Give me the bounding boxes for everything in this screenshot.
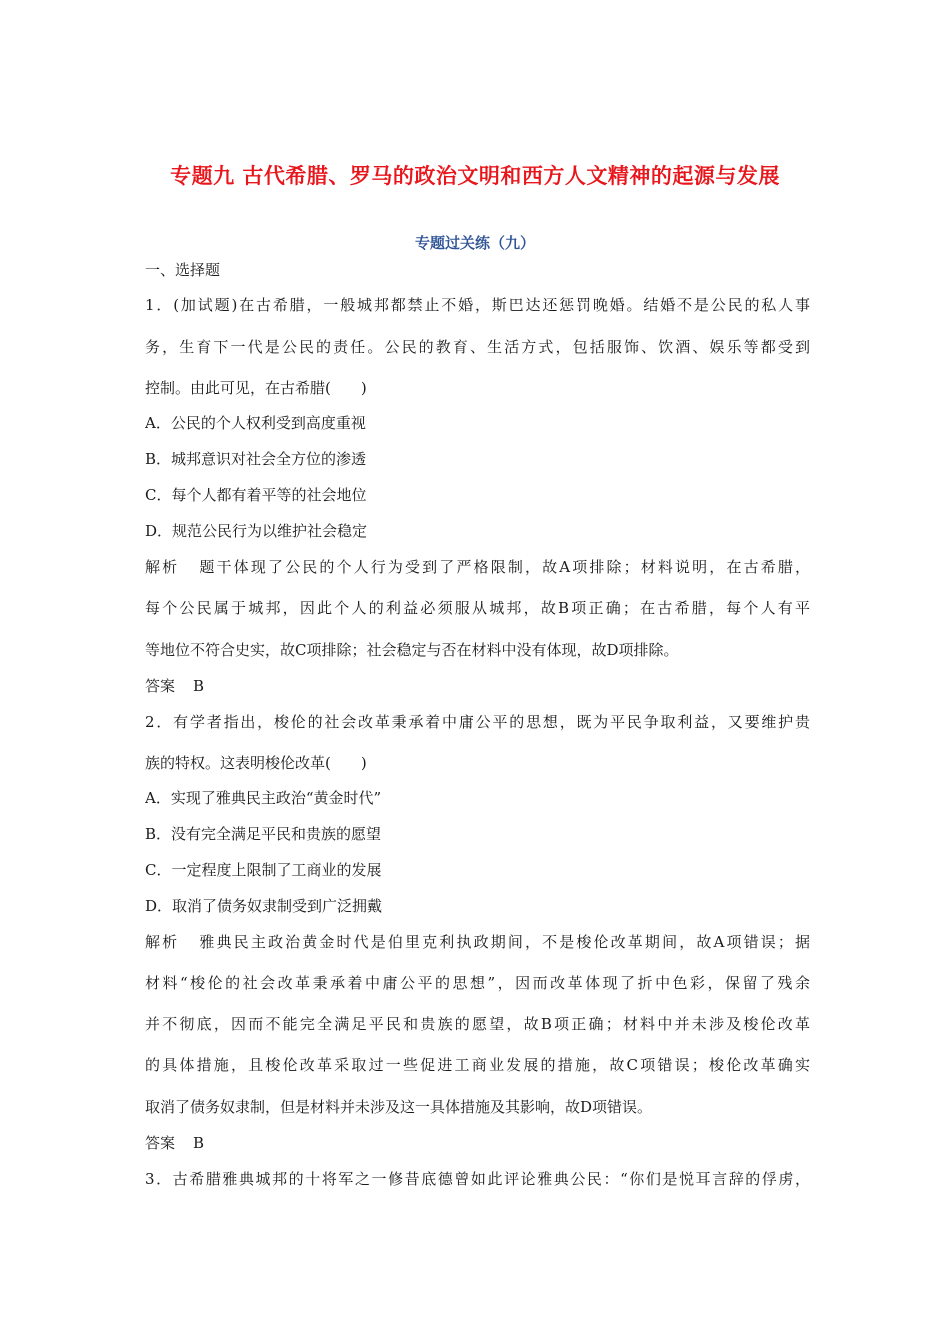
document-title: 专题九 古代希腊、罗马的政治文明和西方人文精神的起源与发展	[170, 164, 780, 188]
q1-analysis-text-1: 题干体现了公民的个人行为受到了严格限制，故A项排除；材料说明，在古希腊，	[197, 558, 810, 576]
q1-answer	[145, 676, 810, 696]
q2-analysis-line-5: 取消了债务奴隶制，但是材料并未涉及这一具体措施及其影响，故D项错误。	[145, 1098, 653, 1116]
q2-analysis-line-2: 材料“梭伦的社会改革秉承着中庸公平的思想”，因而改革体现了折中色彩，保留了残余	[145, 974, 810, 992]
q2-analysis-text-1: 雅典民主政治黄金时代是伯里克利执政期间，不是梭伦改革期间，故A项错误；据	[197, 933, 810, 951]
q1-option-d: D．规范公民行为以维护社会稳定	[145, 522, 368, 540]
q2-answer-label: 答案	[145, 1134, 176, 1152]
q2-analysis-line-1	[145, 932, 810, 952]
q1-answer-value: B	[193, 677, 205, 695]
q1-stem-line-1: 1．(加试题)在古希腊，一般城邦都禁止不婚，斯巴达还惩罚晚婚。结婚不是公民的私人事	[145, 296, 810, 314]
q1-option-c: C．每个人都有着平等的社会地位	[145, 486, 367, 504]
q2-analysis-label: 解析	[145, 933, 180, 951]
q2-stem-line-1: 2．有学者指出，梭伦的社会改革秉承着中庸公平的思想，既为平民争取利益，又要维护贵	[145, 713, 810, 731]
q1-stem-line-2: 务，生育下一代是公民的责任。公民的教育、生活方式，包括服饰、饮酒、娱乐等都受到	[145, 338, 810, 356]
q1-answer-label: 答案	[145, 677, 176, 695]
document-subtitle: 专题过关练（九）	[414, 234, 535, 252]
q2-stem-line-2: 族的特权。这表明梭伦改革( )	[145, 754, 367, 772]
q2-answer-value: B	[193, 1134, 205, 1152]
section-heading: 一、选择题	[145, 261, 221, 279]
q2-analysis-line-3: 并不彻底，因而不能完全满足平民和贵族的愿望，故B项正确；材料中并未涉及梭伦改革	[145, 1015, 810, 1033]
q1-analysis-line-1	[145, 557, 810, 577]
q1-option-b: B．城邦意识对社会全方位的渗透	[145, 450, 367, 468]
q1-analysis-line-2: 每个公民属于城邦，因此个人的利益必须服从城邦，故B项正确；在古希腊，每个人有平	[145, 599, 810, 617]
q1-analysis-line-3: 等地位不符合史实，故C项排除；社会稳定与否在材料中没有体现，故D项排除。	[145, 641, 679, 659]
q2-answer	[145, 1133, 810, 1153]
q2-option-c: C．一定程度上限制了工商业的发展	[145, 861, 382, 879]
q1-stem-line-3: 控制。由此可见，在古希腊( )	[145, 379, 367, 397]
q3-stem-line-1: 3．古希腊雅典城邦的十将军之一修昔底德曾如此评论雅典公民：“你们是悦耳言辞的俘虏，	[145, 1170, 810, 1188]
q2-analysis-line-4: 的具体措施，且梭伦改革采取过一些促进工商业发展的措施，故C项错误；梭伦改革确实	[145, 1056, 810, 1074]
q2-option-b: B．没有完全满足平民和贵族的愿望	[145, 825, 382, 843]
q2-option-a: A．实现了雅典民主政治“黄金时代”	[145, 789, 382, 807]
q2-option-d: D．取消了债务奴隶制受到广泛拥戴	[145, 897, 383, 915]
q1-option-a: A．公民的个人权利受到高度重视	[145, 414, 366, 432]
q1-analysis-label: 解析	[145, 558, 180, 576]
